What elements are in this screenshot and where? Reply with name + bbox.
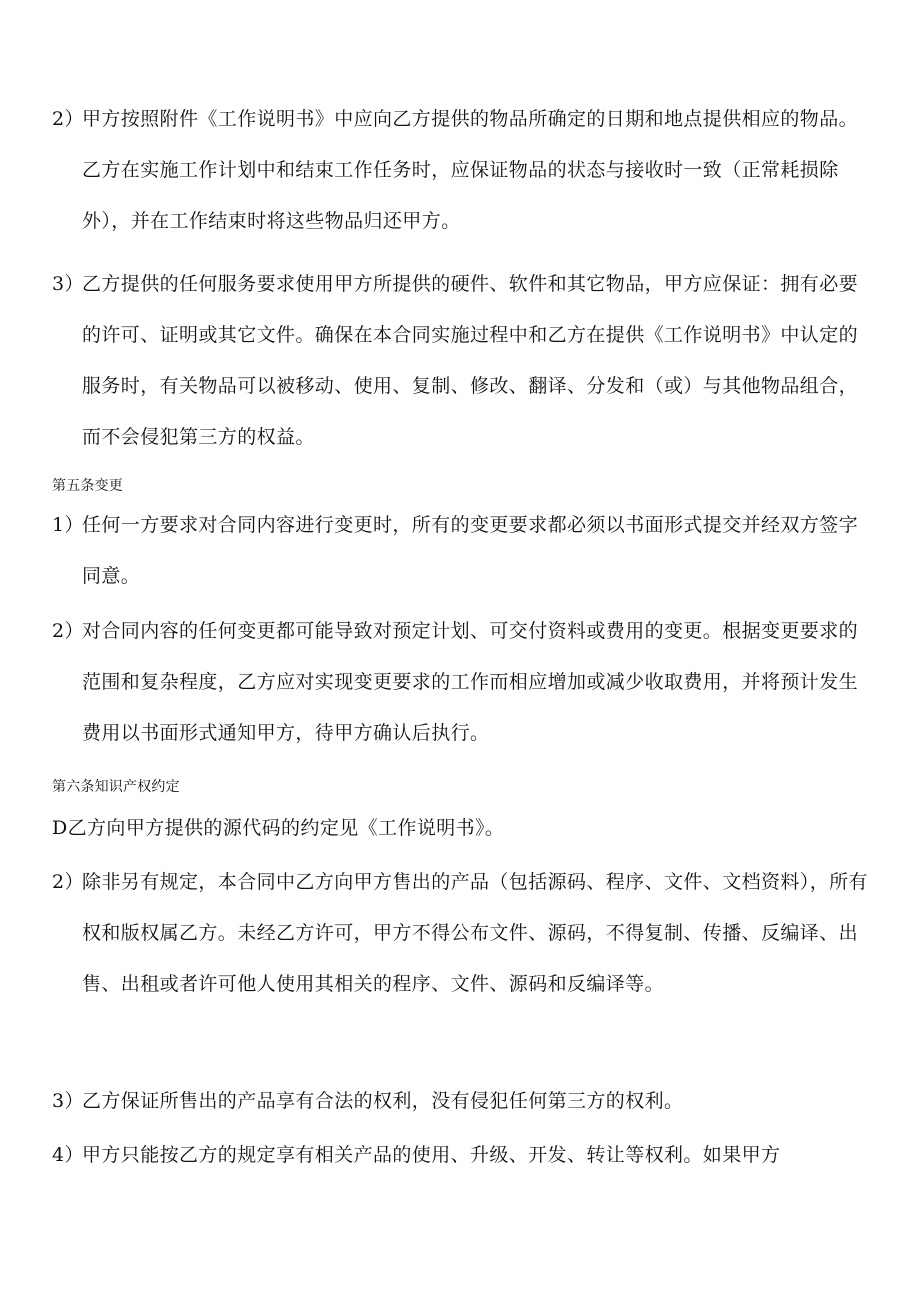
section-heading: 第五条变更	[52, 478, 123, 494]
clause-item	[52, 500, 872, 602]
item-number: 2）	[52, 620, 84, 642]
clause-item	[52, 1076, 872, 1127]
item-text: 乙方提供的任何服务要求使用甲方所提供的硬件、软件和其它物品，甲方应保证：拥有必要的许可、证明或其它文件。确保在本合同实施过程中和乙方在提供《工作说明书》中认定的服务时，有关物品可以被移动、使用、复制、修改、翻译、分发和（或）与其他物品组合，而不会侵犯第三方的权益。	[82, 273, 859, 448]
item-text: 乙方保证所售出的产品享有合法的权利，没有侵犯任何第三方的权利。	[82, 1090, 684, 1112]
clause-item	[52, 857, 872, 1010]
item-text: 任何一方要求对合同内容进行变更时，所有的变更要求都必须以书面形式提交并经双方签字同意。	[82, 514, 859, 587]
item-text: 甲方按照附件《工作说明书》中应向乙方提供的物品所确定的日期和地点提供相应的物品。乙方在实施工作计划中和结束工作任务时，应保证物品的状态与接收时一致（正常耗损除外），并在工作结束时将这些物品归还甲方。	[82, 108, 859, 232]
clause-item	[52, 606, 872, 759]
clause-item	[52, 1130, 872, 1181]
clause-plain-text: D乙方向甲方提供的源代码的约定见《工作说明书》。	[52, 817, 505, 839]
item-number: 3）	[52, 1090, 84, 1112]
item-number: 2）	[52, 871, 84, 893]
section-heading: 第六条知识产权约定	[52, 779, 180, 795]
clause-item	[52, 94, 872, 247]
item-text: 对合同内容的任何变更都可能导致对预定计划、可交付资料或费用的变更。根据变更要求的范围和复杂程度，乙方应对实现变更要求的工作而相应增加或减少收取费用，并将预计发生费用以书面形式通知甲方，待甲方确认后执行。	[82, 620, 859, 744]
item-number: 4）	[52, 1144, 84, 1166]
item-text: 除非另有规定，本合同中乙方向甲方售出的产品（包括源码、程序、文件、文档资料），所有权和版权属乙方。未经乙方许可，甲方不得公布文件、源码，不得复制、传播、反编译、出售、出租或者许可他人使用其相关的程序、文件、源码和反编译等。	[82, 871, 868, 995]
item-number: 1）	[52, 514, 84, 536]
item-number: 2）	[52, 108, 84, 130]
clause-item	[52, 259, 872, 463]
item-number: 3）	[52, 273, 84, 295]
item-text: 甲方只能按乙方的规定享有相关产品的使用、升级、开发、转让等权利。如果甲方	[82, 1144, 781, 1166]
